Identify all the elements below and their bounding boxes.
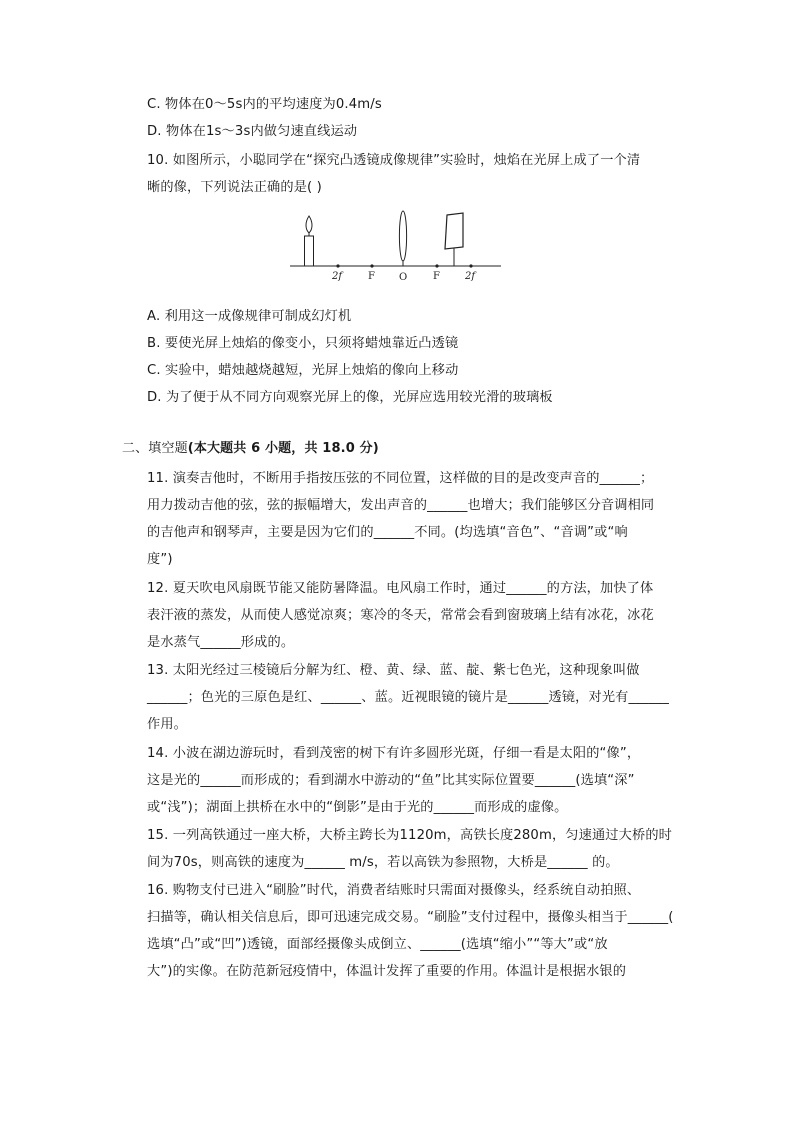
label-left-f: F: [368, 271, 375, 282]
point-left-2f: [336, 264, 339, 267]
question-15-line-2: 间为70s，则高铁的速度为______ m/s，若以高铁为参照物，大桥是______ 的。: [147, 855, 619, 870]
question-14-line-2: 这是光的______而形成的；看到湖水中游动的“鱼”比其实际位置要______(选填“深”: [147, 773, 635, 788]
question-13-line-1: 13. 太阳光经过三棱镜后分解为红、橙、黄、绿、蓝、靛、紫七色光，这种现象叫做: [147, 663, 640, 678]
point-right-f: [435, 264, 438, 267]
candle-flame: [306, 216, 312, 233]
option-d-q9: D. 物体在1s～3s内做匀速直线运动: [147, 124, 358, 139]
question-12-line-3: 是水蒸气______形成的。: [147, 635, 295, 650]
question-15-line-1: 15. 一列高铁通过一座大桥，大桥主跨长为1120m，高铁长度280m，匀速通过大桥的时: [147, 828, 672, 843]
label-right-f: F: [433, 271, 440, 282]
point-right-2f: [469, 264, 472, 267]
option-c-q9: C. 物体在0～5s内的平均速度为0.4m/s: [147, 97, 382, 112]
section-label: 二、填空题: [122, 441, 188, 456]
point-left-f: [370, 264, 373, 267]
candle: [305, 236, 314, 266]
question-13-line-3: 作用。: [147, 717, 188, 732]
label-left-2f: 2f: [332, 271, 343, 282]
question-11-line-1: 11. 演奏吉他时，不断用手指按压弦的不同位置，这样做的目的是改变声音的______；: [147, 471, 654, 486]
question-12-line-1: 12. 夏天吹电风扇既节能又能防暑降温。电风扇工作时，通过______的方法，加快了体: [147, 581, 654, 596]
question-11-line-2: 用力拨动吉他的弦，弦的振幅增大，发出声音的______也增大；我们能够区分音调相同: [147, 498, 655, 513]
section-detail: (本大题共 6 小题，共 18.0 分): [187, 441, 379, 456]
option-c-q10: C. 实验中，蜡烛越烧越短，光屏上烛焰的像向上移动: [147, 363, 459, 378]
lens-imaging-diagram: [285, 205, 507, 285]
question-16-line-4: 大”)的实像。在防范新冠疫情中，体温计发挥了重要的作用。体温计是根据水银的: [147, 964, 627, 979]
question-16-line-3: 选填“凸”或“凹”)透镜，面部经摄像头成倒立、______(选填“缩小”“等大”或“放: [147, 937, 608, 952]
question-14-line-3: 或“浅”)；湖面上拱桥在水中的“倒影”是由于光的______而形成的虚像。: [147, 800, 568, 815]
question-16-line-2: 扫描等，确认相关信息后，即可迅速完成交易。“刷脸”支付过程中，摄像头相当于______(: [147, 910, 674, 925]
question-13-line-2: ______；色光的三原色是红、______、蓝。近视眼镜的镜片是______透镜，对光有______: [147, 690, 669, 705]
option-b-q10: B. 要使光屏上烛焰的像变小，只须将蜡烛靠近凸透镜: [147, 336, 459, 351]
option-a-q10: A. 利用这一成像规律可制成幻灯机: [147, 309, 352, 324]
label-center-o: O: [399, 272, 408, 283]
question-16-line-1: 16. 购物支付已进入“刷脸”时代，消费者结账时只需面对摄像头，经系统自动拍照、: [147, 883, 641, 898]
question-14-line-1: 14. 小波在湖边游玩时，看到茂密的树下有许多圆形光斑，仔细一看是太阳的“像”，: [147, 746, 641, 761]
question-10-stem-line-2: 晰的像，下列说法正确的是( ): [147, 180, 322, 195]
light-screen: [445, 213, 463, 249]
convex-lens: [399, 211, 406, 261]
option-d-q10: D. 为了便于从不同方向观察光屏上的像，光屏应选用较光滑的玻璃板: [147, 390, 553, 405]
question-11-line-3: 的吉他声和钢琴声，主要是因为它们的______不同。(均选填“音色”、“音调”或“响: [147, 525, 628, 540]
question-12-line-2: 表汗液的蒸发，从而使人感觉凉爽；寒冷的冬天，常常会看到窗玻璃上结有冰花，冰花: [147, 608, 654, 623]
question-11-line-4: 度”): [147, 552, 173, 567]
section-heading: [122, 440, 379, 458]
question-10-stem-line-1: 10. 如图所示，小聪同学在“探究凸透镜成像规律”实验时，烛焰在光屏上成了一个清: [147, 153, 641, 168]
label-right-2f: 2f: [465, 271, 476, 282]
